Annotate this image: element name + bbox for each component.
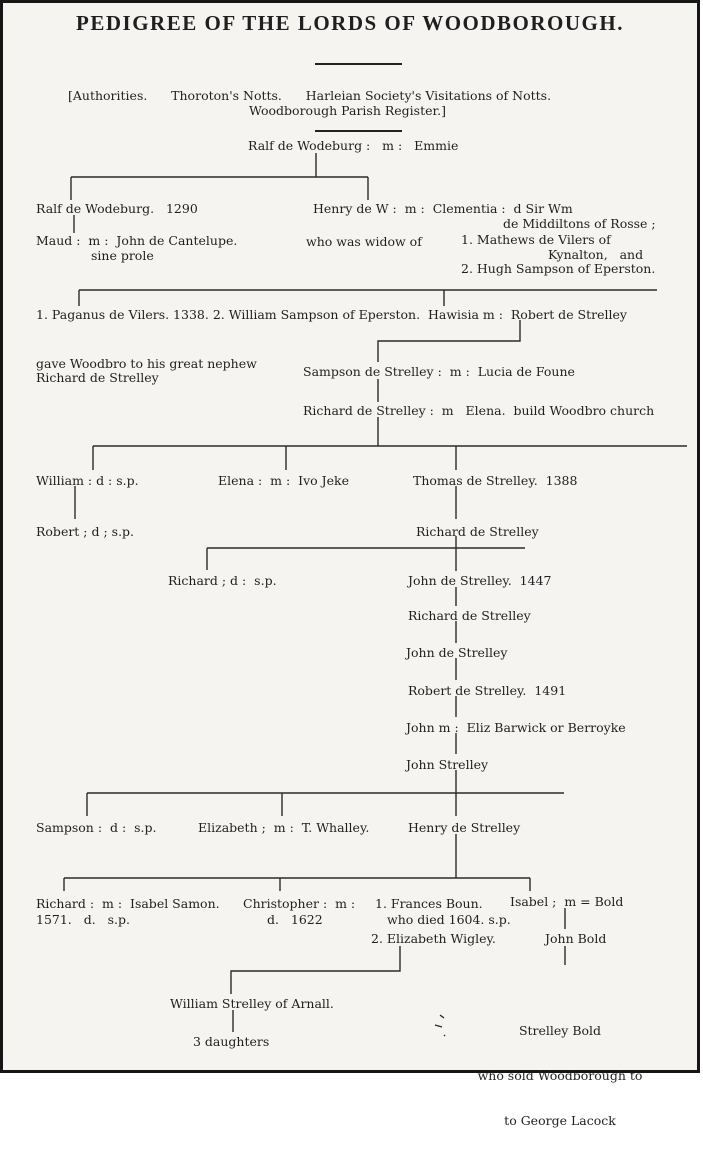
node-robert-1491: Robert de Strelley. 1491 [408,683,567,698]
connector-wigley-williamarnall [231,946,400,994]
node-sampson-sp: Sampson : d : s.p. [36,820,157,835]
node-kynalton: Kynalton, and [548,247,644,262]
connector-gen1-children [71,153,368,200]
node-richard-isabel-samon: Richard : m : Isabel Samon. [36,896,220,911]
connector-henry-children [79,290,657,306]
node-richard-3: Richard de Strelley [408,608,531,623]
node-3-daughters: 3 daughters [193,1034,270,1049]
node-ralf-1290: Ralf de Wodeburg. 1290 [36,201,198,216]
node-richard-under-thomas: Richard de Strelley [416,524,539,539]
node-maud: Maud : m : John de Cantelupe. [36,233,238,248]
node-ralf-emmie: Ralf de Wodeburg : m : Emmie [248,138,459,153]
connector-hawisia-sampson [378,320,520,362]
node-john-bold: John Bold [545,931,607,946]
node-john-1447: John de Strelley. 1447 [408,573,552,588]
connector-johnstrelley-children [87,793,564,816]
node-frances-boun: 1. Frances Boun. [375,896,483,911]
node-henry-strelley: Henry de Strelley [408,820,521,835]
authorities-line2: Woodborough Parish Register.] [249,103,446,118]
node-richard-isabel-line2: 1571. d. s.p. [36,912,130,927]
node-mathews-vilers: 1. Mathews de Vilers of [461,232,611,247]
node-christopher: Christopher : m : [243,896,356,911]
node-richard-sp: Richard ; d : s.p. [168,573,277,588]
node-henry-de-w: Henry de W : m : Clementia : d Sir Wm [313,201,573,216]
node-strelley-bold-line3: to George Lacock [504,1113,616,1128]
node-strelley-bold [455,993,665,1158]
node-widow-note: who was widow of [306,234,422,249]
node-john-2: John de Strelley [406,645,508,660]
node-robert-sp: Robert ; d ; s.p. [36,524,135,539]
note-gave-woodbro-1: gave Woodbro to his great nephew [36,356,257,371]
node-hugh-sampson: 2. Hugh Sampson of Eperston. [461,261,656,276]
node-strelley-bold-line1: Strelley Bold [518,1023,602,1038]
node-isabel-bold: Isabel ; m = Bold [510,894,624,909]
node-elena-ivo: Elena : m : Ivo Jeke [218,473,350,488]
node-henry-de-w-line2: de Middiltons of Rosse ; [503,216,656,231]
node-strelley-bold-line2: who sold Woodborough to [477,1068,643,1083]
ink-smudge [435,1015,445,1036]
node-william-sp: William : d : s.p. [36,473,139,488]
node-elizabeth-wigley: 2. Elizabeth Wigley. [371,931,496,946]
node-john-eliz-barwick: John m : Eliz Barwick or Berroyke [406,720,626,735]
node-paganus-william-hawisia: 1. Paganus de Vilers. 1338. 2. William Sampson of Eperston. Hawisia m : Robert de Strelley [36,307,627,322]
node-elizabeth-whalley: Elizabeth ; m : T. Whalley. [198,820,370,835]
connector-henrystrelley-children [64,834,530,891]
node-john-strelley: John Strelley [406,757,489,772]
authorities-line1: [Authorities. Thoroton's Notts. Harleian Society's Visitations of Notts. [68,88,552,103]
divider-rule-bottom [315,130,402,132]
node-sampson-lucia: Sampson de Strelley : m : Lucia de Foune [303,364,575,379]
connector-richard2-children [207,536,525,571]
node-maud-sine-prole: sine prole [91,248,154,263]
divider-rule-top [315,63,402,65]
page-title: PEDIGREE OF THE LORDS OF WOODBOROUGH. [76,11,624,35]
node-richard-elena: Richard de Strelley : m Elena. build Woodbro church [303,403,655,418]
node-frances-line2: who died 1604. s.p. [387,912,511,927]
note-gave-woodbro-2: Richard de Strelley [36,370,159,385]
connector-richardelena-children [93,417,687,470]
node-thomas-1388: Thomas de Strelley. 1388 [413,473,578,488]
node-christopher-line2: d. 1622 [267,912,323,927]
node-william-arnall: William Strelley of Arnall. [170,996,334,1011]
